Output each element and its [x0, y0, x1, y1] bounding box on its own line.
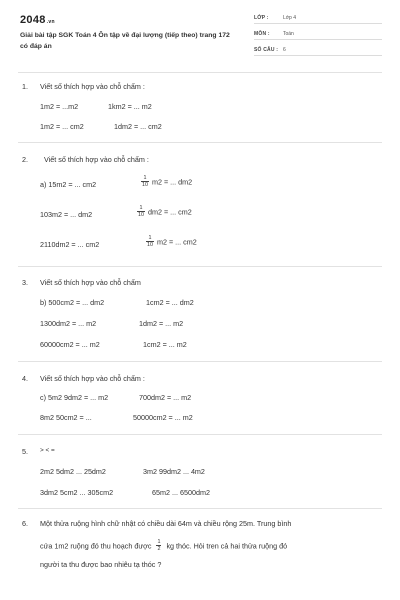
- exercise-item: 1dm2 = ... cm2: [114, 122, 162, 131]
- fraction: [137, 205, 145, 218]
- document-header: [0, 0, 400, 72]
- exercise-item: 3dm2 5cm2 ... 305cm2: [40, 488, 114, 497]
- question-number: 6.: [22, 519, 28, 528]
- fraction: [146, 235, 154, 248]
- exercise-item: 1km2 = ... m2: [108, 102, 152, 111]
- question-number: 5.: [22, 447, 28, 456]
- exercise-item-fraction: [138, 176, 192, 189]
- question-3: [0, 276, 400, 356]
- meta-subject-value: Toán: [283, 31, 294, 37]
- fraction-denominator: 10: [142, 182, 148, 188]
- exercise-item-fraction: [134, 206, 192, 219]
- question-4: [0, 371, 400, 431]
- question-6: [0, 516, 400, 586]
- problem-line-part: cứa 1m2 ruộng đó thu hoạch được: [40, 541, 152, 551]
- fraction-numerator: 1: [137, 205, 145, 212]
- exercise-item-text: dm2 = ... cm2: [148, 207, 192, 217]
- question-number: 4.: [22, 374, 28, 383]
- fraction: [156, 539, 161, 552]
- meta-subject-key: MÔN :: [254, 31, 270, 37]
- exercise-item: 1m2 = ... cm2: [40, 122, 84, 131]
- question-5: [0, 444, 400, 504]
- fraction-numerator: 1: [146, 235, 154, 242]
- question-text: Viết số thích hợp vào chỗ chấm: [40, 278, 141, 287]
- exercise-item: a) 15m2 = ... cm2: [40, 180, 97, 189]
- exercise-item: 1300dm2 = ... m2: [40, 319, 97, 328]
- meta-question-count: [254, 46, 382, 56]
- exercise-item: c) 5m2 9dm2 = ... m2: [40, 393, 109, 402]
- meta-question-count-value: 6: [283, 47, 286, 53]
- question-text: Viết số thích hợp vào chỗ chấm :: [40, 82, 145, 91]
- section-divider: [18, 508, 382, 509]
- logo-text: 2048: [20, 14, 46, 26]
- section-divider: [18, 361, 382, 362]
- exercise-item: 1cm2 = ... dm2: [146, 298, 194, 307]
- meta-class-value: Lớp 4: [283, 15, 297, 21]
- site-logo[interactable]: [20, 14, 55, 26]
- meta-question-count-key: SỐ CÂU :: [254, 47, 279, 53]
- exercise-item-text: m2 = ... dm2: [152, 177, 193, 187]
- section-divider: [18, 434, 382, 435]
- fraction: [141, 175, 149, 188]
- exercise-item: 700dm2 = ... m2: [139, 393, 192, 402]
- logo-suffix: .vn: [46, 19, 55, 25]
- question-2: [0, 150, 400, 260]
- meta-subject: [254, 30, 382, 40]
- question-number: 2.: [22, 155, 28, 164]
- exercise-item: 2m2 5dm2 ... 25dm2: [40, 467, 106, 476]
- exercise-item: 1m2 = ...m2: [40, 102, 79, 111]
- problem-line-with-fraction: [40, 540, 287, 553]
- exercise-item: 60000cm2 = ... m2: [40, 340, 100, 349]
- question-number: 1.: [22, 82, 28, 91]
- question-1: [0, 80, 400, 140]
- fraction-numerator: 1: [157, 539, 161, 545]
- fraction-denominator: 10: [147, 242, 153, 248]
- problem-line-part: kg thóc. Hỏi tren cả hai thửa ruộng đó: [166, 541, 288, 551]
- exercise-item-text: m2 = ... cm2: [157, 237, 197, 247]
- problem-line: Một thửa ruộng hình chữ nhật có chiều dài 64m và chiều rộng 25m. Trung bình: [40, 519, 292, 528]
- exercise-item: 2110dm2 = ... cm2: [40, 240, 100, 249]
- fraction-denominator: 10: [138, 212, 144, 218]
- exercise-item: 8m2 50cm2 = ...: [40, 413, 92, 422]
- fraction-denominator: 2: [157, 546, 161, 552]
- exercise-item: b) 500cm2 = ... dm2: [40, 298, 105, 307]
- document-title: Giải bài tập SGK Toán 4 Ôn tập về đại lượng (tiếp theo) trang 172 có đáp án: [20, 32, 230, 50]
- question-text: Viết số thích hợp vào chỗ chấm :: [44, 155, 149, 164]
- section-divider: [18, 72, 382, 73]
- exercise-item: 50000cm2 = ... m2: [133, 413, 193, 422]
- fraction-numerator: 1: [141, 175, 149, 182]
- meta-class-key: LỚP :: [254, 15, 269, 21]
- question-number: 3.: [22, 278, 28, 287]
- exercise-item: 103m2 = ... dm2: [40, 210, 93, 219]
- exercise-item: 65m2 ... 6500dm2: [152, 488, 210, 497]
- section-divider: [18, 142, 382, 143]
- exercise-item-fraction: [143, 236, 197, 249]
- exercise-item: 1cm2 = ... m2: [143, 340, 187, 349]
- exercise-item: 3m2 99dm2 ... 4m2: [143, 467, 205, 476]
- section-divider: [18, 266, 382, 267]
- question-text: > < =: [40, 447, 55, 454]
- meta-class: [254, 14, 382, 24]
- exercise-item: 1dm2 = ... m2: [139, 319, 184, 328]
- question-text: Viết số thích hợp vào chỗ chấm :: [40, 374, 145, 383]
- problem-line: người ta thu được bao nhiêu tạ thóc ?: [40, 560, 162, 569]
